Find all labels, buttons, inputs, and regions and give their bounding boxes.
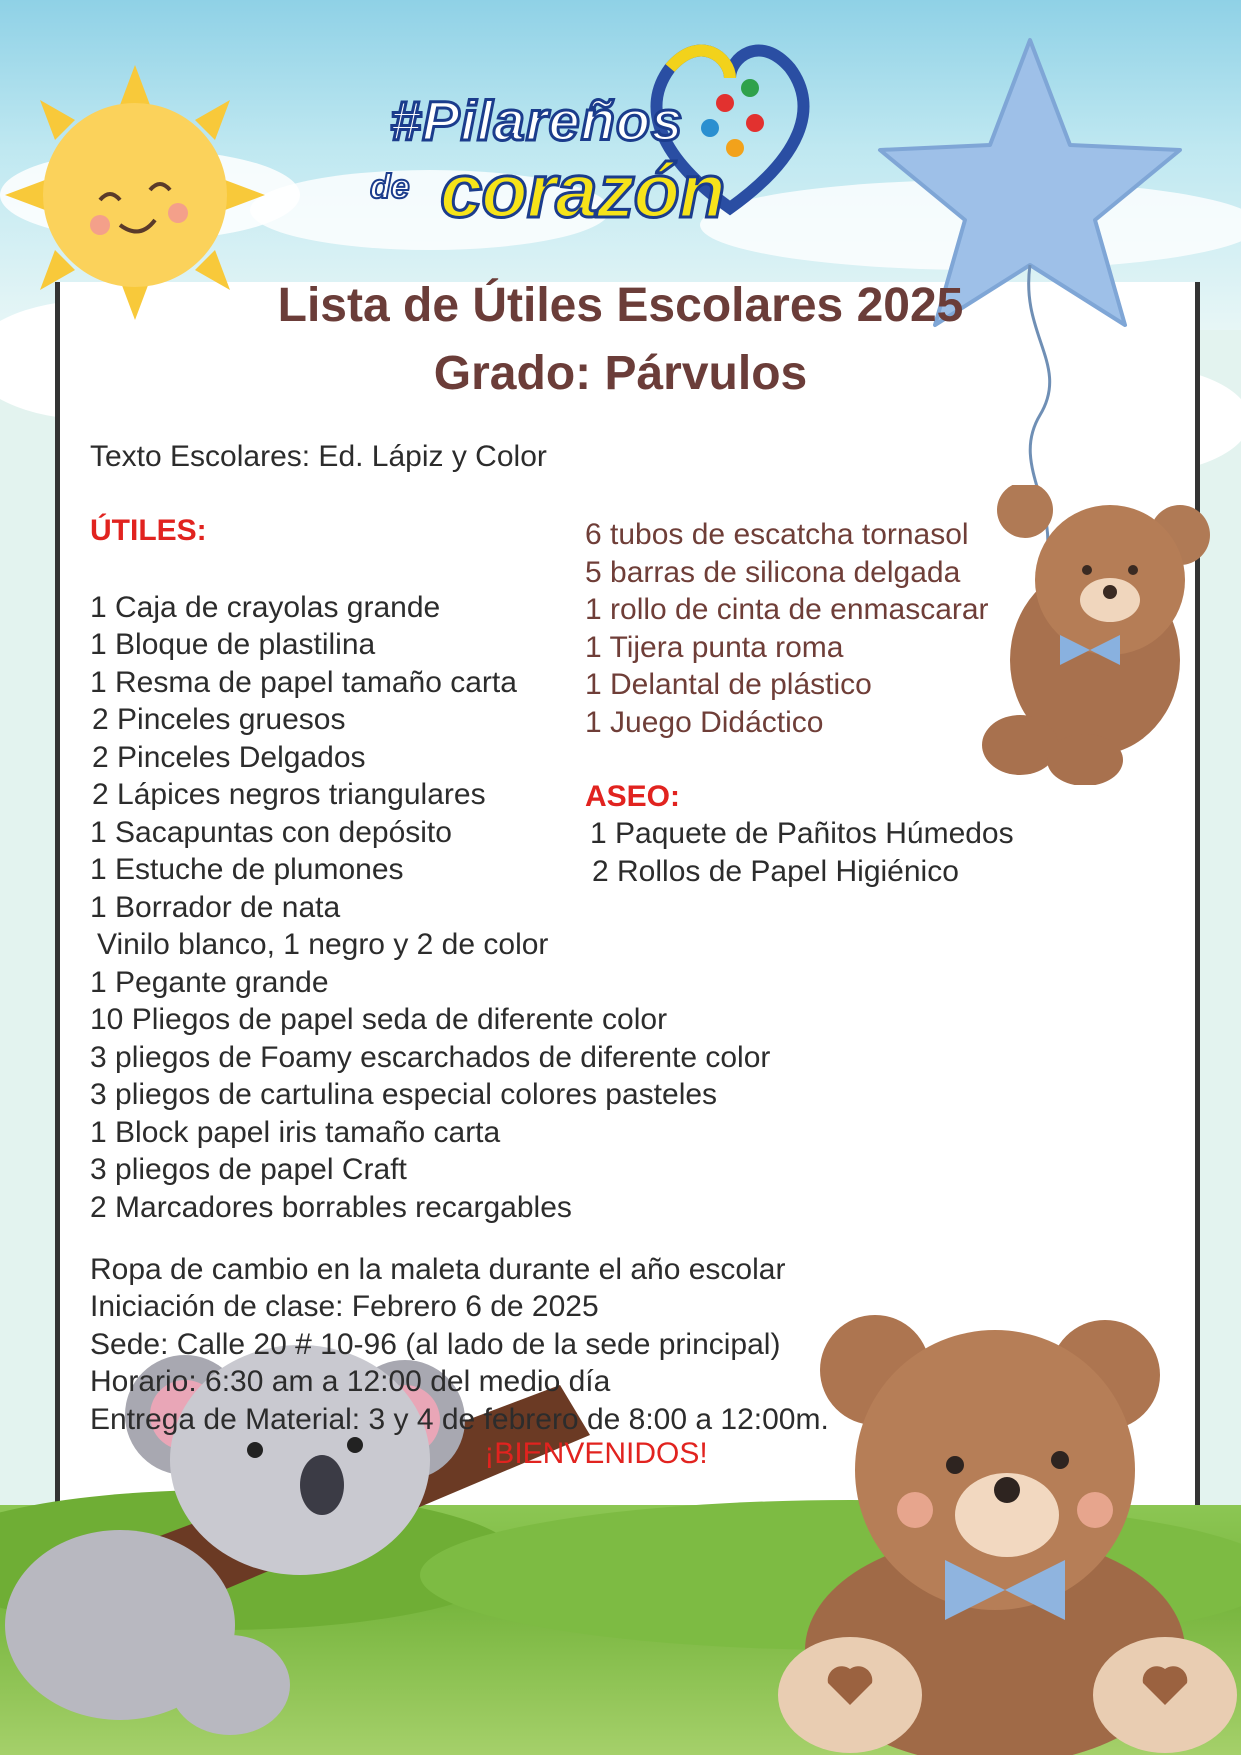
list-item: 1 Borrador de nata — [90, 891, 341, 924]
list-item: 1 Tijera punta roma — [585, 631, 844, 664]
list-item: 1 Estuche de plumones — [90, 853, 404, 886]
list-item: Vinilo blanco, 1 negro y 2 de color — [97, 928, 549, 961]
page-title: Lista de Útiles Escolares 2025 — [277, 279, 964, 332]
note-line: Iniciación de clase: Febrero 6 de 2025 — [90, 1290, 599, 1323]
grade-subtitle: Grado: Párvulos — [433, 347, 808, 400]
logo-corazon-text: corazón — [440, 149, 725, 234]
note-line: Sede: Calle 20 # 10-96 (al lado de la sede principal) — [90, 1328, 781, 1361]
aseo-heading: ASEO: — [585, 780, 681, 813]
list-item: 3 pliegos de Foamy escarchados de diferente color — [90, 1041, 771, 1074]
teddy-bear-hanging-illustration — [975, 485, 1230, 785]
teddy-bear-sitting-illustration — [775, 1310, 1241, 1755]
list-item: 1 Paquete de Pañitos Húmedos — [590, 817, 1014, 850]
list-item: 2 Pinceles Delgados — [92, 741, 366, 774]
list-item: 2 Lápices negros triangulares — [92, 778, 486, 811]
list-item: 1 Delantal de plástico — [585, 668, 872, 701]
list-item: 1 Sacapuntas con depósito — [90, 816, 452, 849]
list-item: 3 pliegos de cartulina especial colores pasteles — [90, 1078, 718, 1111]
logo-de-text: de — [370, 168, 410, 206]
list-item: 1 Block papel iris tamaño carta — [90, 1116, 501, 1149]
list-item: 1 Bloque de plastilina — [90, 628, 376, 661]
list-item: 1 Caja de crayolas grande — [90, 591, 441, 624]
welcome-text: ¡BIENVENIDOS! — [484, 1437, 708, 1470]
list-item: 5 barras de silicona delgada — [585, 556, 961, 589]
note-line: Ropa de cambio en la maleta durante el año escolar — [90, 1253, 786, 1286]
list-item: 2 Rollos de Papel Higiénico — [592, 855, 959, 888]
note-line: Entrega de Material: 3 y 4 de febrero de 8:00 a 12:00m. — [90, 1403, 829, 1436]
list-item: 10 Pliegos de papel seda de diferente color — [90, 1003, 668, 1036]
list-item: 1 Resma de papel tamaño carta — [90, 666, 517, 699]
list-item: 2 Pinceles gruesos — [92, 703, 346, 736]
list-item: 6 tubos de escatcha tornasol — [585, 518, 969, 551]
list-item: 2 Marcadores borrables recargables — [90, 1191, 572, 1224]
brand-logo — [370, 38, 870, 234]
logo-hashtag-text: #Pilareños — [390, 89, 684, 152]
note-line: Horario: 6:30 am a 12:00 del medio día — [90, 1365, 611, 1398]
utiles-heading: ÚTILES: — [90, 514, 207, 547]
list-item: 1 Pegante grande — [90, 966, 329, 999]
list-item: 1 rollo de cinta de enmascarar — [585, 593, 989, 626]
list-item: 1 Juego Didáctico — [585, 706, 824, 739]
textbook-line: Texto Escolares: Ed. Lápiz y Color — [90, 440, 547, 473]
list-item: 3 pliegos de papel Craft — [90, 1153, 407, 1186]
